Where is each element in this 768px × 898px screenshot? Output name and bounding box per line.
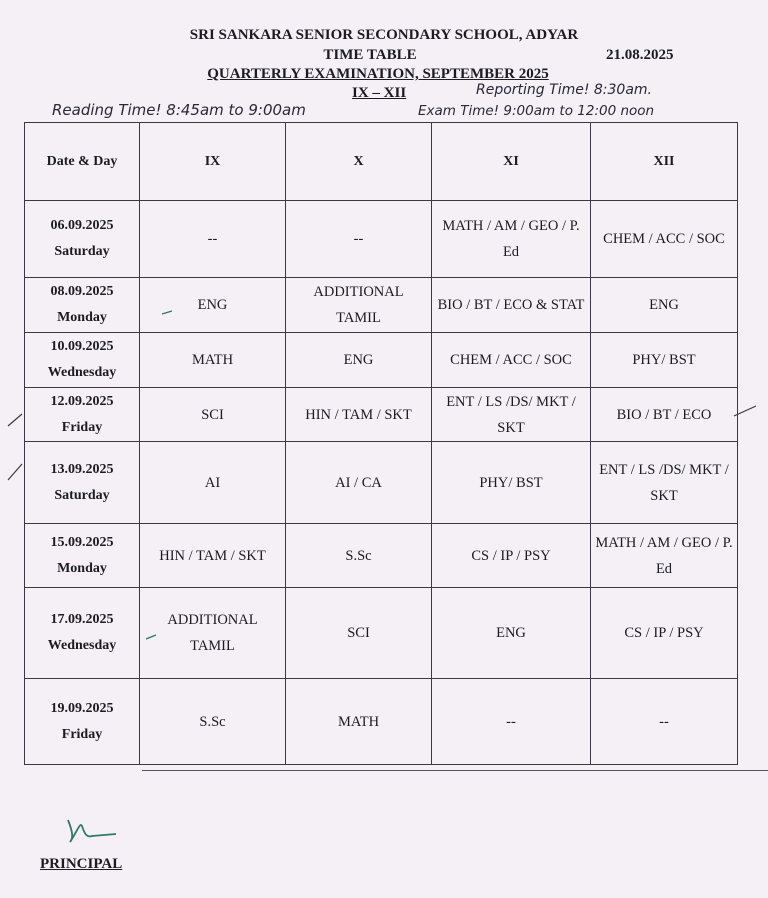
signature-icon: [58, 812, 128, 852]
table-row: [25, 524, 738, 588]
xi-cell: PHY/ BST: [432, 442, 591, 524]
header-date-day: Date & Day: [25, 123, 140, 201]
pen-tick-mark: [160, 308, 176, 316]
x-cell: AI / CA: [286, 442, 432, 524]
xi-cell: BIO / BT / ECO & STAT: [432, 278, 591, 333]
xi-cell: CHEM / ACC / SOC: [432, 333, 591, 388]
footer-rule: [142, 770, 768, 771]
ix-cell: MATH: [140, 333, 286, 388]
pen-tick-mark: [732, 402, 760, 420]
ix-cell: S.Sc: [140, 679, 286, 765]
table-row: [25, 388, 738, 442]
issue-date: 21.08.2025: [606, 47, 674, 63]
table-row: [25, 679, 738, 765]
x-cell: --: [286, 201, 432, 278]
xi-cell: MATH / AM / GEO / P. Ed: [432, 201, 591, 278]
x-cell: S.Sc: [286, 524, 432, 588]
header-class-xi: XI: [432, 123, 591, 201]
x-cell: MATH: [286, 679, 432, 765]
xii-cell: MATH / AM / GEO / P. Ed: [591, 524, 738, 588]
xii-cell: CS / IP / PSY: [591, 588, 738, 679]
date-cell: 13.09.2025 Saturday: [25, 442, 140, 524]
table-row: [25, 442, 738, 524]
class-range: IX – XII: [352, 85, 407, 101]
school-name: SRI SANKARA SENIOR SECONDARY SCHOOL, ADYAR: [189, 27, 579, 43]
principal-label: PRINCIPAL: [40, 856, 123, 872]
x-cell: SCI: [286, 588, 432, 679]
header-class-ix: IX: [140, 123, 286, 201]
ix-cell: HIN / TAM / SKT: [140, 524, 286, 588]
ix-cell: ADDITIONAL TAMIL: [140, 588, 286, 679]
date-cell: 17.09.2025 Wednesday: [25, 588, 140, 679]
xii-cell: ENG: [591, 278, 738, 333]
date-cell: 19.09.2025 Friday: [25, 679, 140, 765]
x-cell: HIN / TAM / SKT: [286, 388, 432, 442]
xii-cell: CHEM / ACC / SOC: [591, 201, 738, 278]
date-cell: 06.09.2025 Saturday: [25, 201, 140, 278]
xi-cell: CS / IP / PSY: [432, 524, 591, 588]
timetable: [24, 122, 738, 765]
xi-cell: --: [432, 679, 591, 765]
exam-title: QUARTERLY EXAMINATION, SEPTEMBER 2025: [207, 66, 549, 82]
header-class-xii: XII: [591, 123, 738, 201]
xii-cell: --: [591, 679, 738, 765]
xii-cell: BIO / BT / ECO: [591, 388, 738, 442]
table-row: [25, 333, 738, 388]
ix-cell: ENG: [140, 278, 286, 333]
date-cell: 15.09.2025 Monday: [25, 524, 140, 588]
xi-cell: ENT / LS /DS/ MKT / SKT: [432, 388, 591, 442]
pen-tick-mark: [6, 460, 26, 484]
xii-cell: PHY/ BST: [591, 333, 738, 388]
date-cell: 10.09.2025 Wednesday: [25, 333, 140, 388]
ix-cell: --: [140, 201, 286, 278]
pen-tick-mark: [144, 632, 160, 642]
xii-cell: ENT / LS /DS/ MKT / SKT: [591, 442, 738, 524]
table-row: [25, 201, 738, 278]
pen-tick-mark: [6, 410, 26, 430]
ix-cell: AI: [140, 442, 286, 524]
table-row: [25, 278, 738, 333]
xi-cell: ENG: [432, 588, 591, 679]
reading-time-note: Reading Time! 8:45am to 9:00am: [52, 101, 306, 119]
exam-time-note: Exam Time! 9:00am to 12:00 noon: [418, 103, 655, 119]
reporting-time-note: Reporting Time! 8:30am.: [476, 82, 652, 98]
date-cell: 12.09.2025 Friday: [25, 388, 140, 442]
x-cell: ADDITIONAL TAMIL: [286, 278, 432, 333]
header-class-x: X: [286, 123, 432, 201]
table-header-row: [25, 123, 738, 201]
ix-cell: SCI: [140, 388, 286, 442]
doc-title: TIME TABLE: [323, 47, 417, 63]
x-cell: ENG: [286, 333, 432, 388]
date-cell: 08.09.2025 Monday: [25, 278, 140, 333]
table-row: [25, 588, 738, 679]
